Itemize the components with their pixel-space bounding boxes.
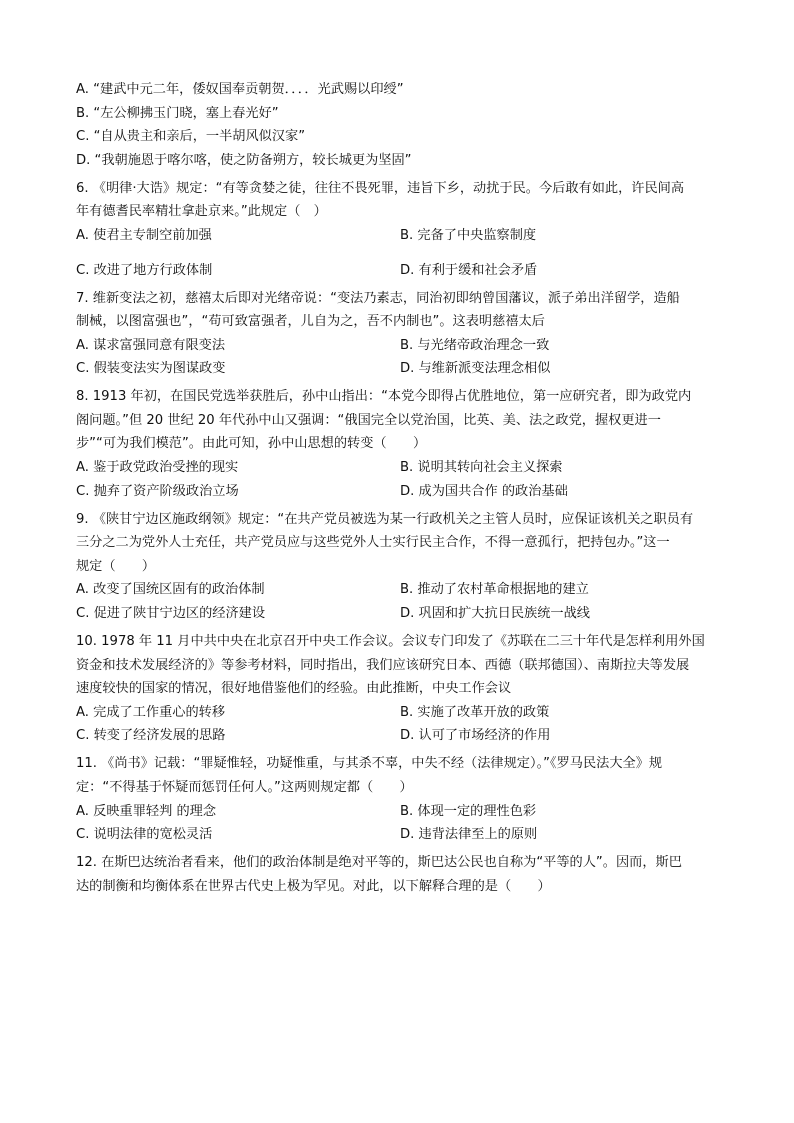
question-7-option-d: D. 与维新派变法理念相似 [400, 361, 551, 377]
question-7-option-b: B. 与光绪帝政治理念一致 [400, 337, 550, 353]
question-10-stem-line: 10. 1978 年 11 月中共中央在北京召开中央工作会议。会议专门印发了《苏联在二三十年代是怎样利用外国 [76, 634, 705, 650]
question-11-option-a: A. 反映重罪轻判 的理念 [76, 803, 217, 819]
question-9-option-a: A. 改变了国统区固有的政治体制 [76, 582, 265, 598]
question-9-option-b: B. 推动了农村革命根据地的建立 [400, 582, 589, 598]
question-8-stem-line: 步”“可为我们模范”。由此可知，孙中山思想的转变（ ） [76, 436, 427, 452]
question-8-option-a: A. 鉴于政党政治受挫的现实 [76, 460, 239, 476]
question-6-option-d: D. 有利于缓和社会矛盾 [400, 262, 538, 278]
question-7-stem-line: 7. 维新变法之初，慈禧太后即对光绪帝说：“变法乃素志，同治初即纳曾国藩议，派子弟出洋留学，造船 [76, 290, 680, 306]
question-6-stem-line: 年有德耆民率精壮拿赴京来。”此规定（ ） [76, 204, 327, 220]
question-8 [76, 385, 724, 503]
question-9-stem-line: 三分之二为党外人士充任，共产党员应与这些党外人士实行民主合作，不得一意孤行，把持包办。”这一 [76, 535, 670, 551]
question-10-option-c: C. 转变了经济发展的思路 [76, 728, 226, 744]
question-9-stem-line: 9. 《陕甘宁边区施政纲领》规定：“在共产党员被选为某一行政机关之主管人员时，应保证该机关之职员有 [76, 511, 694, 527]
question-11-stem-line: 定：“不得基于怀疑而惩罚任何人。”这两则规定都（ ） [76, 779, 413, 795]
question-10-stem-line: 资金和技术发展经济的》等参考材料，同时指出，我们应该研究日本、西德（联邦德国）、南斯拉夫等发展 [76, 657, 690, 673]
question-7 [76, 287, 724, 381]
question-6 [76, 177, 724, 282]
question-6-option-a: A. 使君主专制空前加强 [76, 227, 212, 243]
q5-options [76, 78, 724, 172]
question-10-option-d: D. 认可了市场经济的作用 [400, 728, 551, 744]
question-11-option-c: C. 说明法律的宽松灵活 [76, 827, 213, 843]
q5-option-a: A. “建武中元二年，倭奴国奉贡朝贺．．．．光武赐以印绶” [76, 82, 404, 97]
exam-page [76, 78, 724, 903]
question-7-option-c: C. 假装变法实为图谋政变 [76, 361, 226, 377]
question-12 [76, 851, 724, 898]
question-10-option-b: B. 实施了改革开放的政策 [400, 704, 550, 720]
q5-option-b: B. “左公柳拂玉门晓，塞上春光好” [76, 105, 279, 121]
question-10-stem-line: 速度较快的国家的情况，很好地借鉴他们的经验。由此推断，中央工作会议 [76, 681, 512, 697]
question-8-option-b: B. 说明其转向社会主义探索 [400, 460, 563, 476]
question-12-stem-line: 12. 在斯巴达统治者看来，他们的政治体制是绝对平等的，斯巴达公民也自称为“平等的人”。因而，斯巴 [76, 855, 682, 871]
question-11 [76, 752, 724, 846]
q5-option-d: D. “我朝施恩于喀尔喀，使之防备朔方，较长城更为坚固” [76, 152, 412, 168]
question-9-option-d: D. 巩固和扩大抗日民族统一战线 [400, 606, 590, 622]
question-10 [76, 630, 724, 748]
question-11-option-b: B. 体现一定的理性色彩 [400, 803, 537, 819]
question-10-option-a: A. 完成了工作重心的转移 [76, 704, 226, 720]
question-8-option-d: D. 成为国共合作 的政治基础 [400, 483, 568, 499]
question-9-stem-line: 规定（ ） [76, 558, 156, 574]
question-8-stem-line: 阁问题。”但 20 世纪 20 年代孙中山又强调：“俄国完全以党治国，比英、美、法之政党，握权更进一 [76, 412, 661, 428]
question-8-stem-line: 8. 1913 年初，在国民党选举获胜后，孙中山指出：“本党今即得占优胜地位，第一应研究者，即为政党内 [76, 389, 692, 405]
question-8-option-c: C. 抛弃了资产阶级政治立场 [76, 483, 239, 499]
question-7-option-a: A. 谋求富强同意有限变法 [76, 337, 226, 353]
question-6-stem-line: 6. 《明律·大诰》规定：“有等贪婪之徒，往往不畏死罪，违旨下乡，动扰于民。今后敢有如此，许民间高 [76, 180, 685, 196]
q5-option-c: C. “自从贵主和亲后，一半胡风似汉家” [76, 129, 306, 145]
question-12-stem-line: 达的制衡和均衡体系在世界古代史上极为罕见。对此，以下解释合理的是（ ） [76, 878, 551, 894]
question-6-option-c: C. 改进了地方行政体制 [76, 262, 213, 278]
question-6-option-b: B. 完备了中央监察制度 [400, 227, 537, 243]
question-9 [76, 508, 724, 626]
question-11-stem-line: 11. 《尚书》记载：“罪疑惟轻，功疑惟重，与其杀不辜，中失不经（法律规定）。”《罗马民法大全》规 [76, 756, 663, 772]
question-9-option-c: C. 促进了陕甘宁边区的经济建设 [76, 606, 266, 622]
question-7-stem-line: 制械，以图富强也”，“苟可致富强者，儿自为之，吾不内制也”。这表明慈禧太后 [76, 314, 545, 330]
question-11-option-d: D. 违背法律至上的原则 [400, 827, 538, 843]
